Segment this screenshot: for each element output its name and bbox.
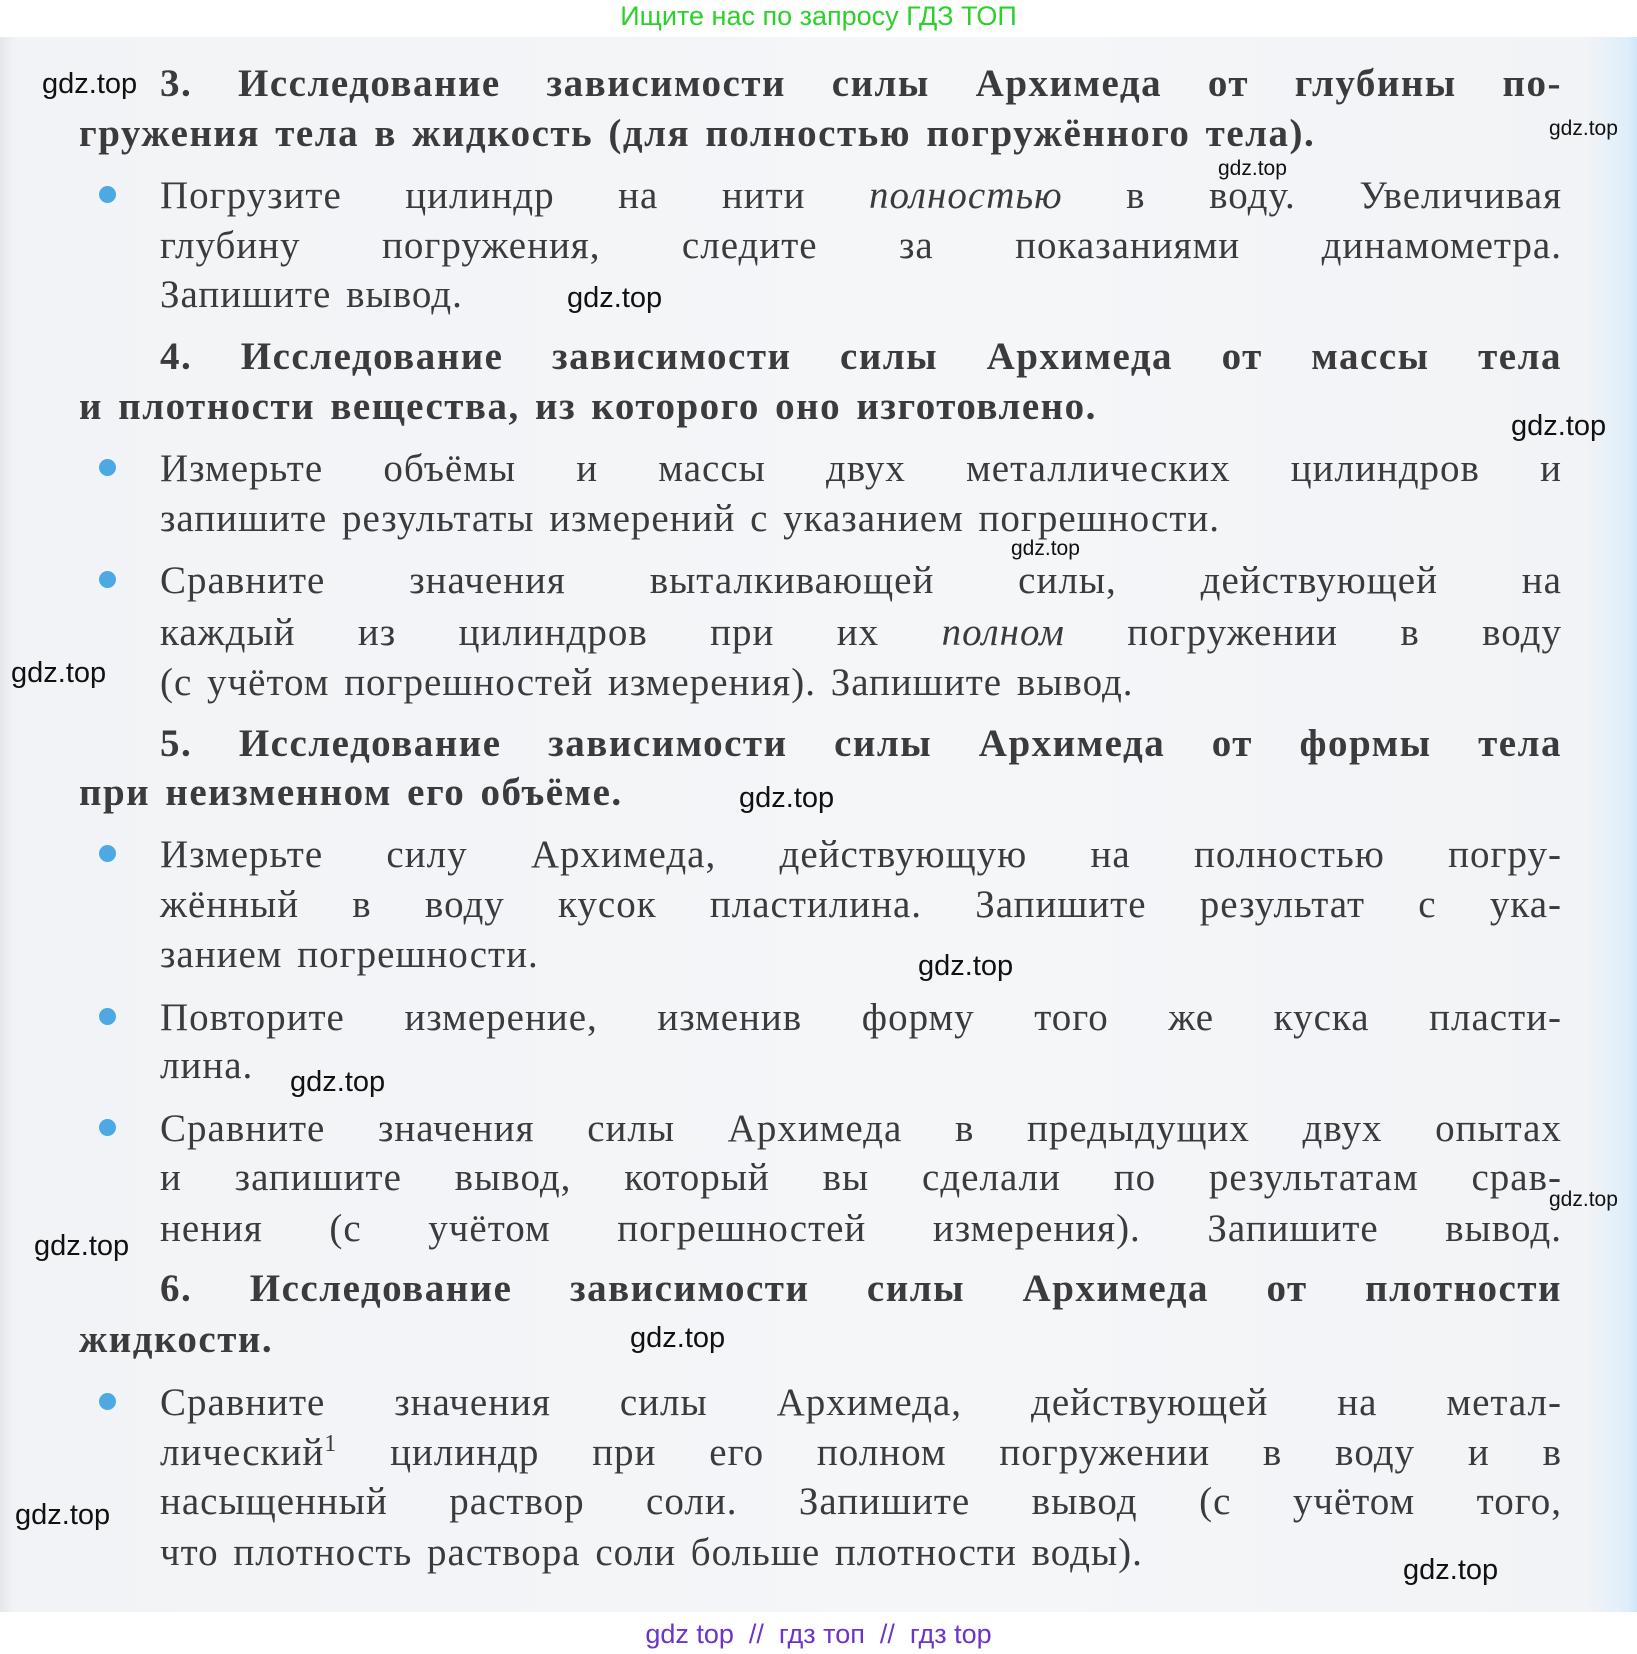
bullet-icon [99, 1119, 116, 1136]
footnote-marker[interactable]: 1 [324, 1431, 338, 1457]
text-line: Повторите измерение, изменив форму того же куска пласти- [160, 996, 1562, 1039]
text-line: занием погрешности. [160, 933, 539, 976]
watermark: gdz.top [1403, 1554, 1499, 1586]
text: Погрузите цилиндр на нити [160, 174, 870, 217]
section-3-heading: 3. Исследование зависимости силы Архимеда от глубины по- [160, 62, 1562, 105]
bullet-icon [99, 459, 116, 476]
section-3-heading-cont: гружения тела в жидкость (для полностью погружённого тела). [79, 112, 1316, 155]
watermark: gdz.top [739, 782, 835, 814]
watermark: gdz.top [1549, 117, 1618, 140]
watermark: gdz.top [918, 950, 1014, 982]
section-5-heading-cont: при неизменном его объёме. [79, 771, 623, 814]
text-line [160, 1428, 1562, 1478]
bullet-icon [99, 1008, 116, 1025]
search-hint-banner: Ищите нас по запросу ГДЗ ТОП [620, 1, 1017, 31]
text-line: жённый в воду кусок пластилина. Запишите результат с ука- [160, 883, 1562, 926]
text-line: лина. [160, 1044, 254, 1087]
text: цилиндр при его полном погружении в воду и в [337, 1431, 1562, 1474]
text: каждый из цилиндров при их [160, 611, 942, 654]
text-line: насыщенный раствор соли. Запишите вывод (с учётом того, [160, 1480, 1562, 1523]
bullet-icon [99, 186, 116, 203]
footer-banner: gdz top // гдз топ // гдз top [645, 1619, 992, 1649]
text-line: Сравните значения силы Архимеда, действующей на метал- [160, 1381, 1562, 1424]
text-line: запишите результаты измерений с указанием погрешности. [160, 497, 1221, 540]
text-line: глубину погружения, следите за показаниями динамометра. [160, 224, 1562, 267]
text-line: Сравните значения силы Архимеда в предыдущих двух опытах [160, 1107, 1562, 1150]
watermark: gdz.top [42, 68, 138, 100]
watermark: gdz.top [1218, 157, 1287, 180]
text-line [160, 608, 1562, 658]
watermark: gdz.top [1511, 410, 1607, 442]
text: погружении в воду [1064, 611, 1562, 654]
text-line: Сравните значения выталкивающей силы, действующей на [160, 559, 1562, 602]
watermark: gdz.top [630, 1322, 726, 1354]
text: лический [160, 1431, 325, 1474]
italic-text: полностью [869, 174, 1063, 217]
watermark: gdz.top [15, 1499, 111, 1531]
watermark: gdz.top [1011, 537, 1080, 560]
italic-text: полном [941, 611, 1065, 654]
watermark: gdz.top [567, 282, 663, 314]
bullet-icon [99, 1393, 116, 1410]
text-line [160, 171, 1562, 221]
watermark: gdz.top [290, 1066, 386, 1098]
text-line: и запишите вывод, который вы сделали по результатам срав- [160, 1156, 1562, 1199]
text-line: Измерьте силу Архимеда, действующую на полностью погру- [160, 833, 1562, 876]
watermark: gdz.top [1549, 1188, 1618, 1211]
text: в воду. Увеличивая [1062, 174, 1563, 217]
text-line: (с учётом погрешностей измерения). Запишите вывод. [160, 661, 1134, 704]
watermark: gdz.top [11, 657, 107, 689]
text-line: что плотность раствора соли больше плотности воды). [160, 1531, 1143, 1574]
bullet-icon [99, 845, 116, 862]
section-6-heading-cont: жидкости. [79, 1318, 274, 1361]
text-line: Измерьте объёмы и массы двух металлических цилиндров и [160, 447, 1562, 490]
section-6-heading: 6. Исследование зависимости силы Архимеда от плотности [160, 1267, 1562, 1310]
section-4-heading: 4. Исследование зависимости силы Архимеда от массы тела [160, 335, 1562, 378]
text-line: нения (с учётом погрешностей измерения). Запишите вывод. [160, 1207, 1562, 1250]
text-line: Запишите вывод. [160, 273, 463, 316]
bullet-icon [99, 571, 116, 588]
section-4-heading-cont: и плотности вещества, из которого оно изготовлено. [79, 385, 1097, 428]
watermark: gdz.top [34, 1230, 130, 1262]
section-5-heading: 5. Исследование зависимости силы Архимеда от формы тела [160, 722, 1562, 765]
